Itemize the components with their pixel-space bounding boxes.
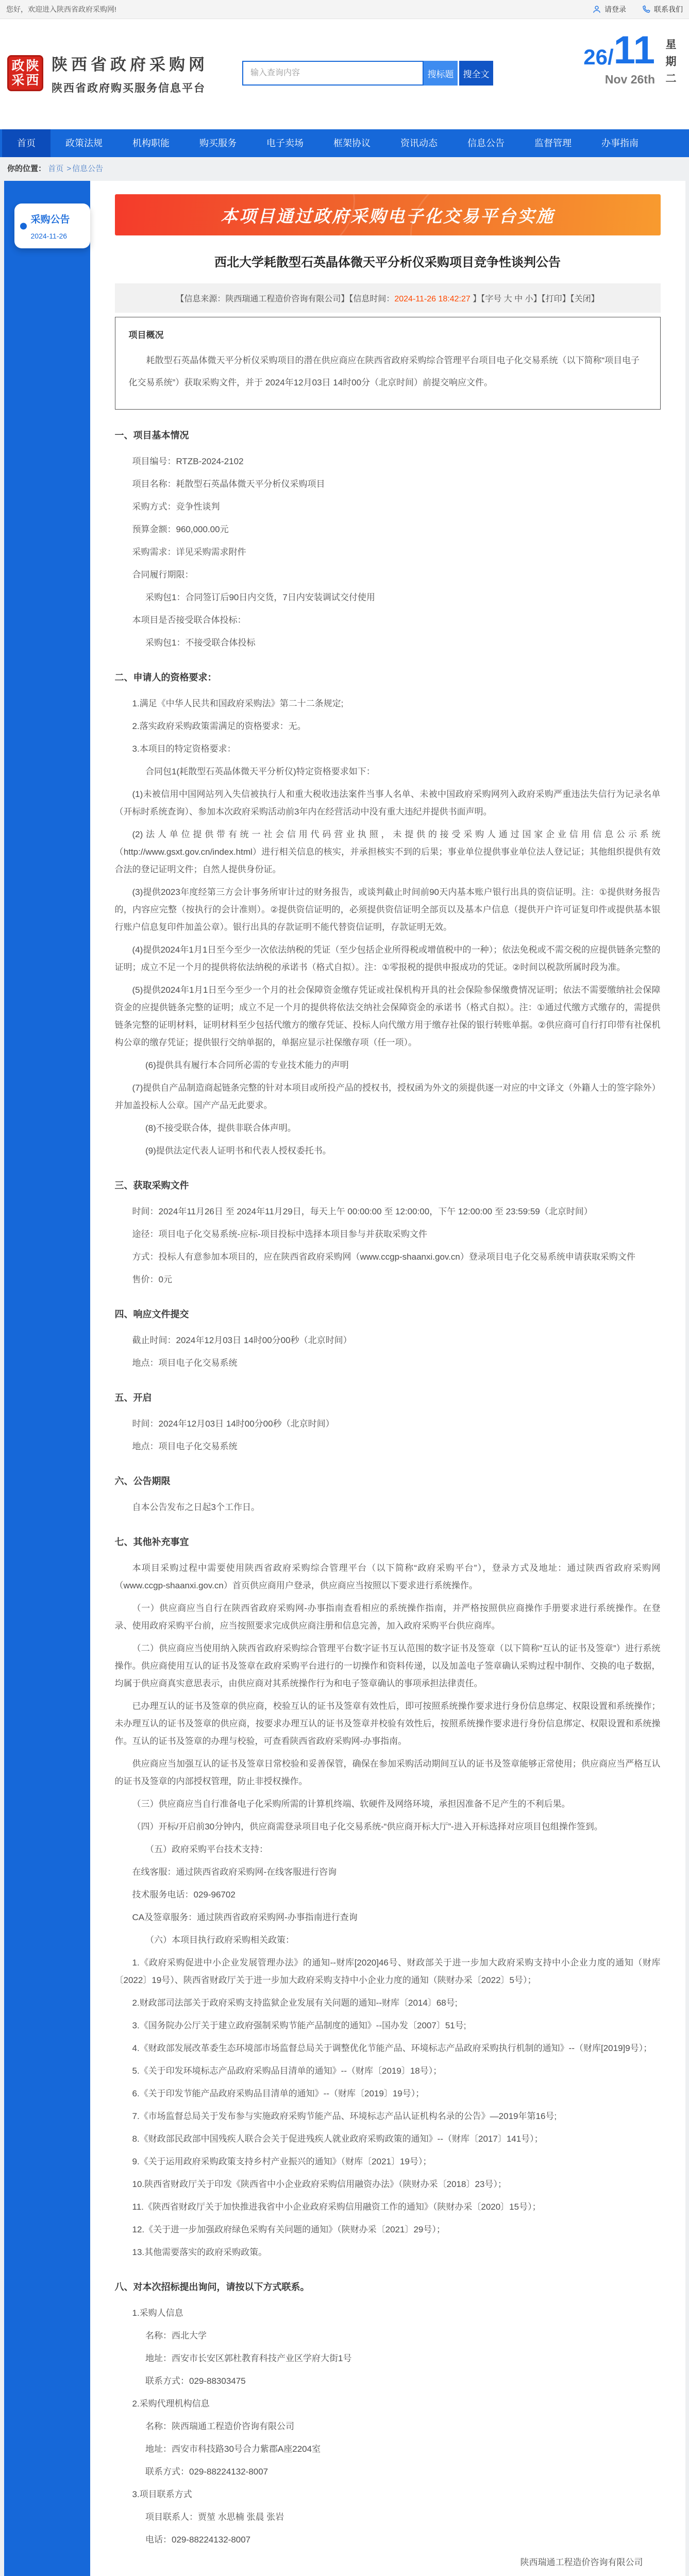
nav-item-8[interactable]: 监督管理 — [534, 138, 572, 148]
sidebar-tab-date: 2024-11-26 — [30, 232, 68, 240]
nav-item-0[interactable]: 首页 — [2, 129, 51, 157]
article-paragraph: 电话：029-88224132-8007 — [145, 2535, 251, 2545]
main-nav — [0, 129, 689, 157]
article-paragraph: 10.陕西省财政厅关于印发《陕西省中小企业政府采购信用融资办法》（陕财办采〔2018〕23号）； — [132, 2179, 507, 2189]
article-paragraph: 预算金额：960,000.00元 — [132, 524, 229, 534]
article-paragraph: （一）供应商应当自行在陕西省政府采购网-办事指南查看相应的系统操作指南，并严格按照供应商操作手册要求进行系统操作。在登录、使用政府采购平台前，应当按照要求完成供应商注册和信息完善，加入政府采购平台供应商库。 — [114, 1603, 661, 1631]
article-paragraph: 8.《财政部民政部中国残疾人联合会关于促进残疾人就业政府采购政策的通知》--（财库〔2017〕141号）； — [132, 2134, 543, 2144]
article-paragraph: (2)法人单位提供带有统一社会信用代码营业执照，未提供的接受采购人通过国家企业信用信息公示系统（http://www.gsxt.gov.cn/index.html）进行相关信息的核实，并承担核实不到的后果；事业单位提供事业单位法人登记证；其他组织提供有效合法的登记证明文件；自然人提供身份证。 — [114, 829, 661, 874]
article-paragraph: 2.财政部司法部关于政府采购支持监狱企业发展有关问题的通知--财库〔2014〕68号; — [132, 1998, 458, 2008]
article-body — [115, 428, 661, 2576]
main-nav-bar — [0, 129, 689, 157]
section-heading: 四、响应文件提交 — [114, 1309, 189, 1319]
article-paragraph: 项目编号：RTZB-2024-2102 — [132, 456, 244, 466]
article-paragraph: 采购包1：合同签订后90日内交货，7日内安装调试交付使用 — [145, 592, 375, 602]
meta-text: 【信息来源：陕西瑞通工程造价咨询有限公司】【信息时间： — [176, 295, 395, 303]
contact-link[interactable]: 联系我们 — [642, 4, 683, 14]
article-paragraph: 合同包1(耗散型石英晶体微天平分析仪)特定资格要求如下： — [145, 767, 375, 776]
article-paragraph: 7.《市场监督总局关于发布参与实施政府采购节能产品、环境标志产品认证机构名录的公告》—2019年第16号; — [132, 2111, 557, 2121]
article-paragraph: 供应商应当加强互认的证书及签章日常校验和妥善保管，确保在参加采购活动期间互认的证书及签章能够正常使用；供应商应当严格互认的证书及签章的内部授权管理，防止非授权操作。 — [114, 1759, 661, 1786]
meta-text: 】【字号 — [470, 295, 504, 303]
date-widget — [583, 28, 682, 112]
article-paragraph: 截止时间：2024年12月03日 14时00分00秒（北京时间） — [132, 1335, 352, 1345]
article-paragraph: 售价：0元 — [132, 1275, 172, 1284]
search-title-button[interactable]: 搜标题 — [424, 61, 458, 86]
platform-banner: 本项目通过政府采购电子化交易平台实施 — [115, 194, 661, 235]
article-paragraph: (5)提供2024年1月1日至今至少一个月的社会保障资金缴存凭证或社保机构开具的社会保险参保缴费情况证明；依法不需要缴纳社会保障资金的应提供链条完整的证明；成立不足一个月的提供将依法交纳社会保障资金的承诺书（格式自拟）。注：①通过代缴方式缴存的，需提供链条完整的证明材料，证明材料至少包括代缴方的缴存凭证、投标人向代缴方用于缴存社保的银行转账单据。②供应商可自行打印带有社保机构公章的缴存凭证；提供银行交纳单据的，单据应显示社保缴存项（任一项）。 — [114, 985, 661, 1047]
article-paragraph: 方式：投标人有意参加本项目的，应在陕西省政府采购网（www.ccgp-shaanxi.gov.cn）登录项目电子化交易系统申请获取采购文件 — [132, 1252, 635, 1262]
sidebar-tab-procurement-notice[interactable] — [14, 204, 90, 248]
article-paragraph: 5.《关于印发环境标志产品政府采购品目清单的通知》--（财库〔2019〕18号）； — [132, 2066, 442, 2076]
article-paragraph: 时间：2024年12月03日 14时00分00秒（北京时间） — [132, 1419, 334, 1429]
breadcrumb-home[interactable]: 首页 — [48, 164, 64, 173]
main-area — [4, 181, 685, 2576]
date-english: Nov 26th — [604, 73, 655, 87]
article-paragraph: 时间：2024年11月26日 至 2024年11月29日，每天上午 00:00:00 至 12:00:00，下午 12:00:00 至 23:59:59（北京时间） — [132, 1207, 593, 1216]
article-paragraph: (9)提供法定代表人证明书和代表人授权委托书。 — [145, 1146, 331, 1156]
article-paragraph: 4.《财政部发展改革委生态环境部市场监督总局关于调整优化节能产品、环境标志产品政府采购执行机制的通知》--（财库[2019]9号）； — [132, 2043, 652, 2053]
section-heading: 七、其他补充事宜 — [114, 1537, 189, 1547]
article-paragraph: 9.《关于运用政府采购政策支持乡村产业振兴的通知》（财库〔2021〕19号）； — [132, 2157, 432, 2166]
date-month: 11 — [613, 28, 655, 72]
nav-item-6[interactable]: 资讯动态 — [400, 138, 438, 148]
article-content — [90, 181, 685, 2576]
article-paragraph: 2.采购代理机构信息 — [132, 2399, 210, 2409]
date-day: 26 — [583, 44, 608, 69]
breadcrumb-current[interactable]: 信息公告 — [72, 164, 104, 173]
article-paragraph: 采购方式：竞争性谈判 — [132, 502, 220, 512]
meta-text: 】 — [533, 295, 542, 303]
login-link[interactable]: 请登录 — [592, 4, 626, 14]
nav-item-1[interactable]: 政策法规 — [65, 138, 103, 148]
article-paragraph: 合同履行期限： — [132, 570, 194, 580]
article-paragraph: 技术服务电话：029-96702 — [132, 1890, 236, 1900]
date-separator: / — [607, 44, 614, 69]
sidebar-tab-title: 采购公告 — [30, 214, 70, 225]
article-paragraph: 本项目是否接受联合体投标： — [132, 615, 246, 625]
nav-item-9[interactable]: 办事指南 — [601, 138, 638, 148]
article-paragraph: 3.《国务院办公厅关于建立政府强制采购节能产品制度的通知》--国办发〔2007〕51号; — [132, 2021, 466, 2030]
article-paragraph: (8)不接受联合体，提供非联合体声明。 — [145, 1123, 296, 1133]
meta-bar — [115, 283, 661, 313]
article-paragraph: （二）供应商应当使用纳入陕西省政府采购综合管理平台数字证书互认范围的数字证书及签章（以下简称“互认的证书及签章”）进行系统操作。供应商使用互认的证书及签章在政府采购平台进行的一切操作和资料传递，以及加盖电子签章确认采购过程中制作、交换的电子数据，均属于供应商真实意思表示，由供应商对其系统操作行为和电子签章确认的事项承担法律责任。 — [114, 1643, 661, 1688]
site-name: 陕西省政府采购网 — [52, 55, 208, 74]
article-paragraph: 3.本项目的特定资格要求： — [132, 744, 236, 754]
article-paragraph: 2.落实政府采购政策需满足的资格要求：无。 — [132, 721, 306, 731]
article-paragraph: 地点：项目电子化交易系统 — [132, 1358, 238, 1368]
meta-action[interactable]: 小 — [525, 295, 533, 303]
article-paragraph: 联系方式：029-88224132-8007 — [145, 2467, 268, 2477]
welcome-text: 您好，欢迎进入陕西省政府采购网! — [6, 5, 116, 13]
breadcrumb-separator: > — [64, 164, 72, 173]
article-paragraph: 在线客服：通过陕西省政府采购网-在线客服进行咨询 — [132, 1867, 337, 1877]
meta-action[interactable]: 【打印】 — [541, 295, 570, 303]
left-sidebar — [4, 181, 90, 2576]
project-overview-box — [115, 317, 661, 410]
article-paragraph: 项目名称：耗散型石英晶体微天平分析仪采购项目 — [132, 479, 325, 489]
topbar — [0, 0, 689, 19]
overview-text: 耗散型石英晶体微天平分析仪采购项目的潜在供应商应在陕西省政府采购综合管理平台项目电子化交易系统（以下简称“项目电子化交易系统”）获取采购文件，并于 2024年12月03日 14时00分（北京时间）前提交响应文件。 — [128, 355, 640, 387]
logo-seal-icon: 政 陕 采 西 — [7, 55, 43, 91]
user-icon — [592, 5, 601, 14]
site-header — [0, 19, 689, 129]
section-heading: 五、开启 — [114, 1393, 152, 1403]
nav-item-3[interactable]: 购买服务 — [199, 138, 237, 148]
article-paragraph: (1)未被信用中国网站列入失信被执行人和重大税收违法案件当事人名单、未被中国政府采购网列入政府采购严重违法失信行为记录名单（开标时系统查询）、参加本次政府采购活动前3年内在经营活动中没有重大违纪并提供书面声明。 — [114, 789, 661, 817]
article-paragraph: 地址：西安市长安区郭杜教育科技产业区学府大街1号 — [145, 2353, 352, 2363]
phone-icon — [642, 5, 651, 14]
article-paragraph: 名称：西北大学 — [145, 2331, 207, 2341]
article-paragraph: 地址：西安市科技路30号合力紫郡A座2204室 — [145, 2444, 321, 2454]
breadcrumb — [0, 157, 689, 181]
section-heading: 一、项目基本情况 — [114, 430, 189, 440]
article-paragraph: 联系方式：029-88303475 — [145, 2376, 246, 2386]
nav-item-7[interactable]: 信息公告 — [467, 138, 505, 148]
nav-item-4[interactable]: 电子卖场 — [266, 138, 304, 148]
article-paragraph: 6.《关于印发节能产品政府采购品目清单的通知》--（财库〔2019〕19号）； — [132, 2089, 425, 2098]
search-bar — [242, 61, 493, 86]
section-heading: 八、对本次招标提出询问，请按以下方式联系。 — [114, 2282, 310, 2292]
article-paragraph: (6)提供具有履行本合同所必需的专业技术能力的声明 — [145, 1060, 349, 1070]
article-paragraph: （五）政府采购平台技术支持： — [145, 1844, 268, 1854]
meta-action[interactable]: 大 — [503, 295, 512, 303]
article-paragraph: 13.其他需要落实的政府采购政策。 — [132, 2247, 267, 2257]
article-paragraph: 12.《关于进一步加强政府绿色采购有关问题的通知》（陕财办采〔2021〕29号）； — [132, 2225, 445, 2234]
article-paragraph: 自本公告发布之日起3个工作日。 — [132, 1502, 260, 1512]
page-title: 西北大学耗散型石英晶体微天平分析仪采购项目竞争性谈判公告 — [214, 256, 561, 269]
article-paragraph: 途径：项目电子化交易系统-应标-项目投标中选择本项目参与并获取采购文件 — [132, 1229, 427, 1239]
article-paragraph: （六）本项目执行政府采购相关政策： — [145, 1935, 294, 1945]
site-logo[interactable] — [7, 52, 208, 95]
article-paragraph: 3.项目联系方式 — [132, 2489, 192, 2499]
section-heading: 二、申请人的资格要求： — [114, 672, 217, 683]
bullet-dot-icon — [20, 223, 27, 229]
meta-action[interactable]: 中 — [514, 295, 523, 303]
article-paragraph: (4)提供2024年1月1日至今至少一次依法纳税的凭证（至少包括企业所得税或增值税中的一种）；依法免税或不需交税的应提供链条完整的证明；成立不足一个月的提供将依法纳税的承诺书（格式自拟）。注：①零报税的提供申报成功的凭证。②时间以税款所属时段为准。 — [114, 945, 661, 972]
article-paragraph: 采购需求：详见采购需求附件 — [132, 547, 246, 557]
site-subtitle: 陕西省政府购买服务信息平台 — [52, 82, 206, 94]
article-paragraph: （三）供应商应当自行准备电子化采购所需的计算机终端、软硬件及网络环境，承担因准备不足产生的不利后果。 — [132, 1799, 570, 1809]
article-paragraph: (3)提供2023年度经第三方会计事务所审计过的财务报告，或谈判截止时间前90天内基本账户银行出具的资信证明。注：①提供财务报告的，内容应完整（按执行的会计准则）。②提供资信证明的，必须提供资信证明全部页以及基本户信息（提供开户许可证复印件或提供基本银行账户信息复印件加盖公章）。银行出具的存款证明不能代替资信证明，存款证明无效。 — [114, 887, 661, 932]
breadcrumb-label: 你的位置： — [7, 164, 46, 173]
search-fulltext-button[interactable]: 搜全文 — [459, 61, 493, 86]
meta-text: 2024-11-26 18:42:27 — [394, 295, 470, 303]
meta-action[interactable]: 【关闭】 — [570, 295, 599, 303]
overview-heading: 项目概况 — [128, 330, 164, 340]
article-paragraph: 名称：陕西瑞通工程造价咨询有限公司 — [145, 2421, 294, 2431]
section-heading: 三、获取采购文件 — [114, 1180, 189, 1191]
nav-item-5[interactable]: 框架协议 — [333, 138, 371, 148]
article-paragraph: 地点：项目电子化交易系统 — [132, 1442, 238, 1451]
article-paragraph: CA及签章服务：通过陕西省政府采购网-办事指南进行查询 — [132, 1912, 358, 1922]
article-paragraph: 已办理互认的证书及签章的供应商，校验互认的证书及签章有效性后，即可按照系统操作要求进行身份信息绑定、权限设置和系统操作；未办理互认的证书及签章的供应商，按要求办理互认的证书及签章并校验有效性后，按照系统操作要求进行身份信息绑定、权限设置和系统操作。互认的证书及签章的办理与校验，可查看陕西省政府采购网-办事指南。 — [114, 1701, 661, 1746]
section-heading: 六、公告期限 — [114, 1476, 171, 1486]
signature-line: 陕西瑞通工程造价咨询有限公司 — [520, 2557, 643, 2567]
article-paragraph: (7)提供自产品制造商起链条完整的针对本项目或所投产品的授权书，授权函为外文的须提供逐一对应的中文译文（外籍人士的签字除外）并加盖投标人公章。国产产品无此要求。 — [114, 1083, 661, 1110]
article-paragraph: 11.《陕西省财政厅关于加快推进我省中小企业政府采购信用融资工作的通知》（陕财办采〔2020〕15号）； — [132, 2202, 541, 2212]
article-paragraph: （四）开标/开启前30分钟内，供应商需登录项目电子化交易系统-“供应商开标大厅”-进入开标选择对应项目包组操作签到。 — [132, 1822, 603, 1832]
article-paragraph: 1.满足《中华人民共和国政府采购法》第二十二条规定; — [132, 699, 344, 708]
article-paragraph: 1.采购人信息 — [132, 2308, 183, 2318]
nav-item-2[interactable]: 机构职能 — [132, 138, 170, 148]
article-paragraph: 1.《政府采购促进中小企业发展管理办法》的通知--财库[2020]46号、财政部关于进一步加大政府采购支持中小企业力度的通知（财库〔2022〕19号）、陕西省财政厅关于进一步加大政府采购支持中小企业力度的通知（陕财办采〔2022〕5号）； — [114, 1958, 661, 1985]
search-input[interactable] — [242, 61, 424, 86]
article-paragraph: 本项目采购过程中需要使用陕西省政府采购综合管理平台（以下简称“政府采购平台”），登录方式及地址：通过陕西省政府采购网（www.ccgp-shaanxi.gov.cn）首页供应商用户登录，供应商应当按照以下要求进行系统操作。 — [114, 1563, 661, 1590]
article-paragraph: 项目联系人：贾堃 水思楠 张晨 张岩 — [145, 2512, 284, 2522]
date-weekday: 星期二 — [664, 39, 676, 90]
article-paragraph: 采购包1：不接受联合体投标 — [145, 638, 256, 648]
